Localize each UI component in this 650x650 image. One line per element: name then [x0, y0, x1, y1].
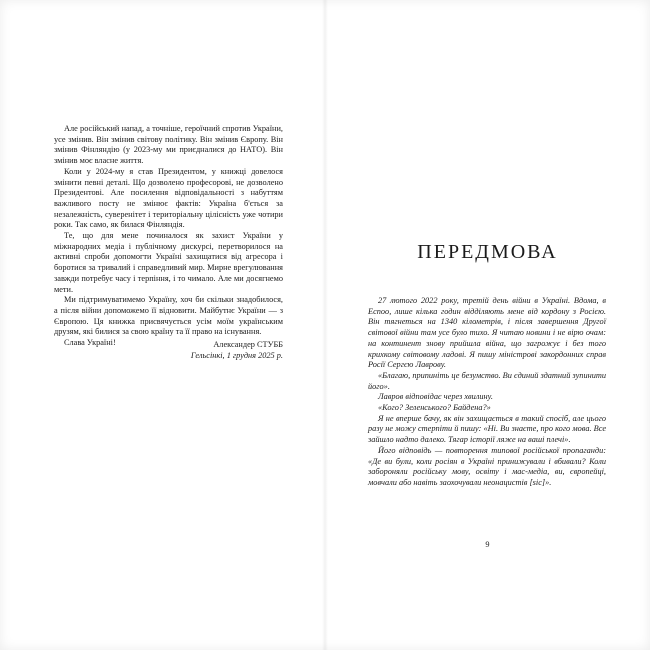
left-paragraph: Те, що для мене починалося як захист України у міжнародних медіа і публічному дискурсі, перетворилося на активні спроби допомогти Україні захищатися від агресора і боротися за тривалий і справедливий мир. Мирне врегулювання завжди потребує часу і терпіння, і то чимало. Але ми досягнемо мети.: [54, 231, 283, 294]
page-number: 9: [485, 540, 490, 549]
right-page-body: [368, 296, 606, 489]
right-paragraph: Я не вперше бачу, як він захищається в такий спосіб, але цього разу не можу стерпіти й пишу: «Ні. Ви знаєте, про кого мова. Все зайшло надто далеко. Тягар історії ляже на ваші плечі».: [368, 413, 606, 445]
right-paragraph: Його відповідь — повторення типової російської пропаганди: «Де ви були, коли росіян в Україні принижували і вбивали? Коли забороняли російську мову, освіту і мас-медіа, ви, європейці, мовчали або навіть заохочували неонацистів [sic]».: [368, 445, 606, 487]
right-paragraph: «Кого? Зеленського? Байдена?»: [378, 403, 491, 413]
chapter-title: ПЕРЕДМОВА: [417, 241, 558, 263]
left-paragraph: Але російський напад, а точніше, героїчний спротив України, усе змінив. Він змінив світову політику. Він змінив Європу. Він змінив Фінляндію (у 2023-му ми приєдналися до НАТО). Він змінив моє власне життя.: [54, 124, 283, 166]
left-paragraph: Слава Україні!: [64, 338, 116, 348]
left-page-body: [54, 124, 283, 349]
left-paragraph: Ми підтримуватимемо Україну, хоч би скільки знадобилося, а після війни допоможемо її відновити. Майбутнє України — з Європою. Ця книжка присвячується усім моїм українським друзям, які билися за свою країну та її право на існування.: [54, 295, 283, 337]
signature-place-date: Гельсінкі, 1 грудня 2025 р.: [190, 350, 283, 360]
right-paragraph: Лавров відповідає через хвилину.: [378, 392, 493, 402]
left-paragraph: Коли у 2024-му я став Президентом, у книжці довелося змінити певні деталі. Що дозволено професорові, не дозволено Президентові. Але посилення відповідальності з набуттям важливого посту не змінює фактів: Україна б'ється за незалежність, суверенітет і територіальну цілісність уже чотири роки. Так само, як билася Фінляндія.: [54, 166, 283, 230]
right-paragraph: «Благаю, припиніть це безумство. Ви єдиний здатний зупинити його».: [368, 370, 606, 391]
right-paragraph: 27 лютого 2022 року, третій день війни в Україні. Вдома, в Еспоо, лише кілька годин відділяють мене від кордону з Росією. Він тягнеться на 1340 кілометрів, і після завершення Другої світової війни там усе було тихо. Я читаю новини і не вірю очам: на континент знову прийшла війна, що загрожує і без того крихкому світовому ладові. Я пишу міністрові закордонних справ Росії Сергєю Лаврову.: [368, 296, 606, 370]
signature-block: [191, 340, 283, 361]
right-page: [325, 0, 650, 650]
signature-name: Александер СТУББ: [213, 340, 283, 349]
